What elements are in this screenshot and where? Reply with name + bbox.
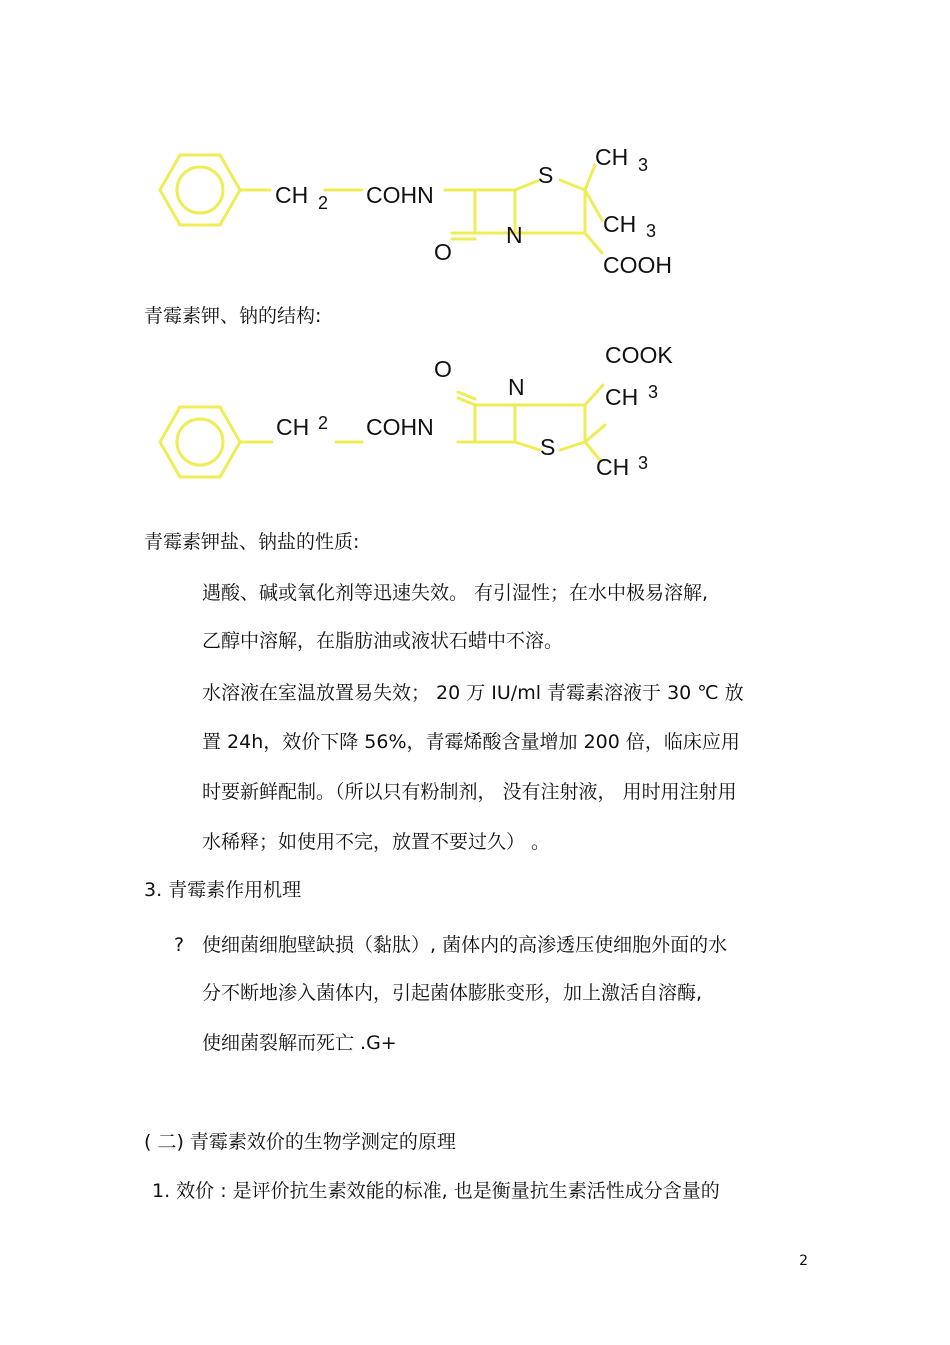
mechanism-line: 分不断地渗入菌体内，引起菌体膨胀变形，加上激活自溶酶,	[202, 982, 703, 1004]
methyl-subscript-2: 3	[646, 221, 657, 241]
methyl-label-2: CH	[603, 211, 637, 237]
sulfur-label: S	[540, 434, 556, 460]
methyl-subscript-2: 3	[638, 453, 649, 473]
mechanism-line: 使细菌裂解而死亡 .G+	[202, 1032, 397, 1054]
methyl-subscript-1: 3	[638, 155, 649, 175]
carboxyl-label: COOH	[603, 252, 672, 278]
property-line: 水稀释；如使用不完，放置不要过久） 。	[202, 831, 551, 853]
property-line: 置 24h，效价下降 56%，青霉烯酸含量增加 200 倍，临床应用	[202, 731, 740, 753]
sulfur-label: S	[538, 162, 554, 188]
nitrogen-label: N	[506, 222, 523, 248]
potency-definition-line: 1. 效价 : 是评价抗生素效能的标准, 也是衡量抗生素活性成分含量的	[152, 1180, 720, 1202]
methyl-label-1: CH	[605, 384, 639, 410]
methyl-subscript-1: 3	[648, 382, 659, 402]
oxygen-label: O	[434, 239, 452, 265]
penicillin-salt-structure-diagram	[140, 345, 700, 485]
mechanism-line: 使细菌细胞壁缺损（黏肽）, 菌体内的高渗透压使细胞外面的水	[202, 934, 728, 956]
properties-heading: 青霉素钾盐、钠盐的性质:	[144, 531, 360, 553]
ch2-subscript: 2	[318, 413, 329, 433]
property-line: 遇酸、碱或氧化剂等迅速失效。 有引湿性；在水中极易溶解,	[202, 582, 709, 604]
page-number: 2	[799, 1253, 808, 1269]
property-line: 时要新鲜配制。（所以只有粉制剂， 没有注射液， 用时用注射用	[202, 781, 737, 803]
bullet-marker: ?	[174, 934, 185, 956]
ch2-label: CH	[276, 414, 310, 440]
ch2-subscript: 2	[318, 193, 329, 213]
methyl-label-1: CH	[595, 144, 629, 170]
carboxylate-label: COOK	[605, 345, 673, 368]
nitrogen-label: N	[508, 374, 525, 400]
property-line: 水溶液在室温放置易失效； 20 万 IU/ml 青霉素溶液于 30 ℃ 放	[202, 682, 744, 704]
cohn-label: COHN	[366, 414, 434, 440]
section-2-title: ( 二) 青霉素效价的生物学测定的原理	[144, 1131, 456, 1153]
section-3-title: 3. 青霉素作用机理	[144, 879, 302, 901]
ch2-label: CH	[275, 182, 309, 208]
penicillin-structure-diagram	[140, 135, 700, 285]
property-line: 乙醇中溶解，在脂肪油或液状石蜡中不溶。	[202, 630, 564, 652]
structure-heading: 青霉素钾、钠的结构:	[144, 305, 322, 327]
oxygen-label: O	[434, 356, 452, 382]
cohn-label: COHN	[366, 182, 434, 208]
methyl-label-2: CH	[596, 454, 630, 480]
